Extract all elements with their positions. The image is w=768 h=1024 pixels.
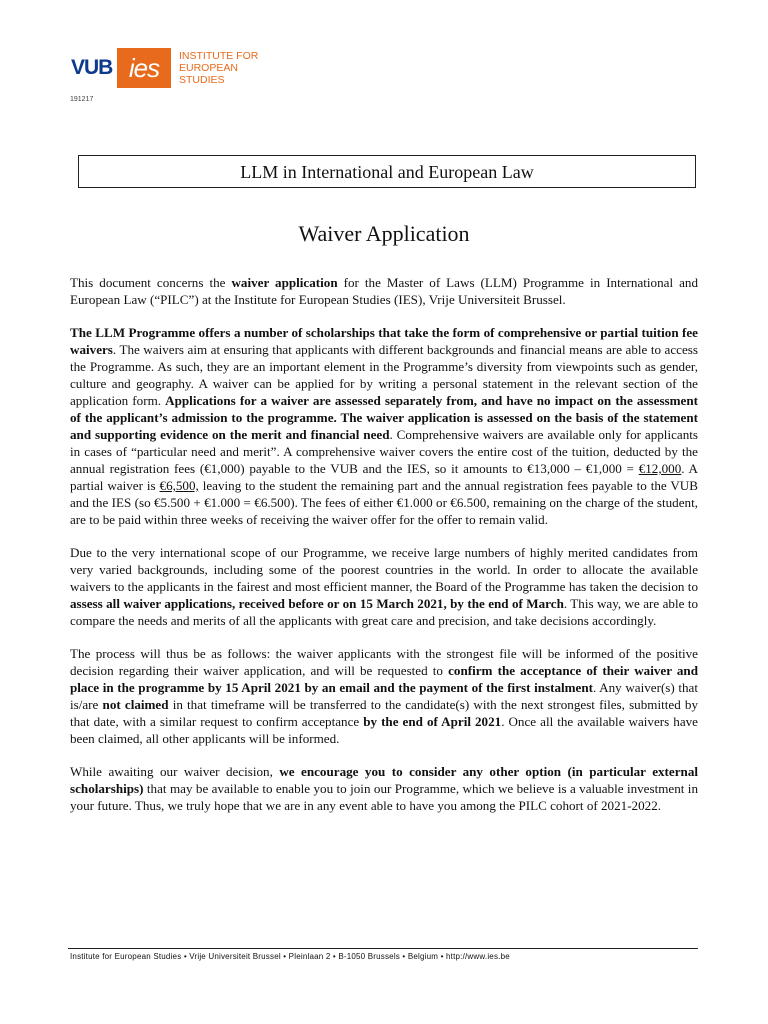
ies-logo: ies — [117, 48, 171, 88]
vub-logo: VUB — [68, 48, 117, 88]
institute-name — [179, 50, 269, 86]
institute-name-line3: STUDIES — [179, 74, 225, 86]
footer-divider — [68, 948, 698, 949]
institute-name-line2: EUROPEAN — [179, 62, 238, 74]
paragraph-process: The process will thus be as follows: the waiver applicants with the strongest file will be informed of the positive decision regarding their waiver application, and will be requested to confirm the acceptance of their waiver and place in the programme by 15 April 2021 by an email and the payment of the first instalment. Any waiver(s) that is/are not claimed in that timeframe will be transferred to the candidate(s) with the next strongest files, submitted by that date, with a similar request to confirm acceptance by the end of April 2021. Once all the available waivers have been claimed, all other applicants will be informed. — [70, 646, 699, 746]
footer-address: Institute for European Studies • Vrije Universiteit Brussel • Pleinlaan 2 • B-1050 Brussels • Belgium • http://www.ies.be — [70, 952, 510, 961]
institute-name-line1: INSTITUTE FOR — [179, 50, 259, 62]
document-title: Waiver Application — [298, 221, 470, 246]
paragraph-scholarships: The LLM Programme offers a number of scholarships that take the form of comprehensive or partial tuition fee waivers. The waivers aim at ensuring that applicants with different backgrounds and financial means are able to access the Programme. As such, they are an important element in the Programme’s diversity from viewpoints such as gender, culture and geography. A waiver can be applied for by writing a personal statement in the relevant section of the application form. Applications for a waiver are assessed separately from, and have no impact on the assessment of the applicant’s admission to the programme. The waiver application is assessed on the basis of the statement and supporting evidence on the merit and financial need. Comprehensive waivers are available only for applicants in cases of “particular need and merit”. A comprehensive waiver covers the entire cost of the tuition, deducted by the annual registration fees (€1,000) payable to the VUB and the IES, so it amounts to €13,000 – €1,000 = €12,000. A partial waiver is €6,500, leaving to the student the remaining part and the annual registration fees payable to the VUB and the IES (so €5.500 + €1.000 = €6.500). The fees of either €1.000 or €6.500, remaining on the charge of the student, are to be paid within three weeks of receiving the waiver offer for the offer to remain valid. — [70, 325, 699, 527]
document-code: 191217 — [70, 96, 94, 103]
programme-title: LLM in International and European Law — [78, 155, 696, 188]
paragraph-intro: This document concerns the waiver application for the Master of Laws (LLM) Programme in International and European Law (“PILC”) at the Institute for European Studies (IES), Vrije Universiteit Brussel. — [70, 275, 698, 307]
paragraph-allocation: Due to the very international scope of our Programme, we receive large numbers of highly merited candidates from very varied backgrounds, including some of the poorest countries in the world. In order to allocate the available waivers to the applicants in the fairest and most efficient manner, the Board of the Programme has taken the decision to assess all waiver applications, received before or on 15 March 2021, by the end of March. This way, we are able to compare the needs and merits of all the applicants with great care and precision, and take decisions accordingly. — [70, 545, 699, 628]
document-body — [70, 274, 698, 830]
institution-logo — [68, 40, 269, 96]
paragraph-closing: While awaiting our waiver decision, we encourage you to consider any other option (in particular external scholarships) that may be available to enable you to join our Programme, which we believe is a valuable investment in your future. Thus, we truly hope that we are in any event able to have you among the PILC cohort of 2021-2022. — [70, 764, 699, 813]
